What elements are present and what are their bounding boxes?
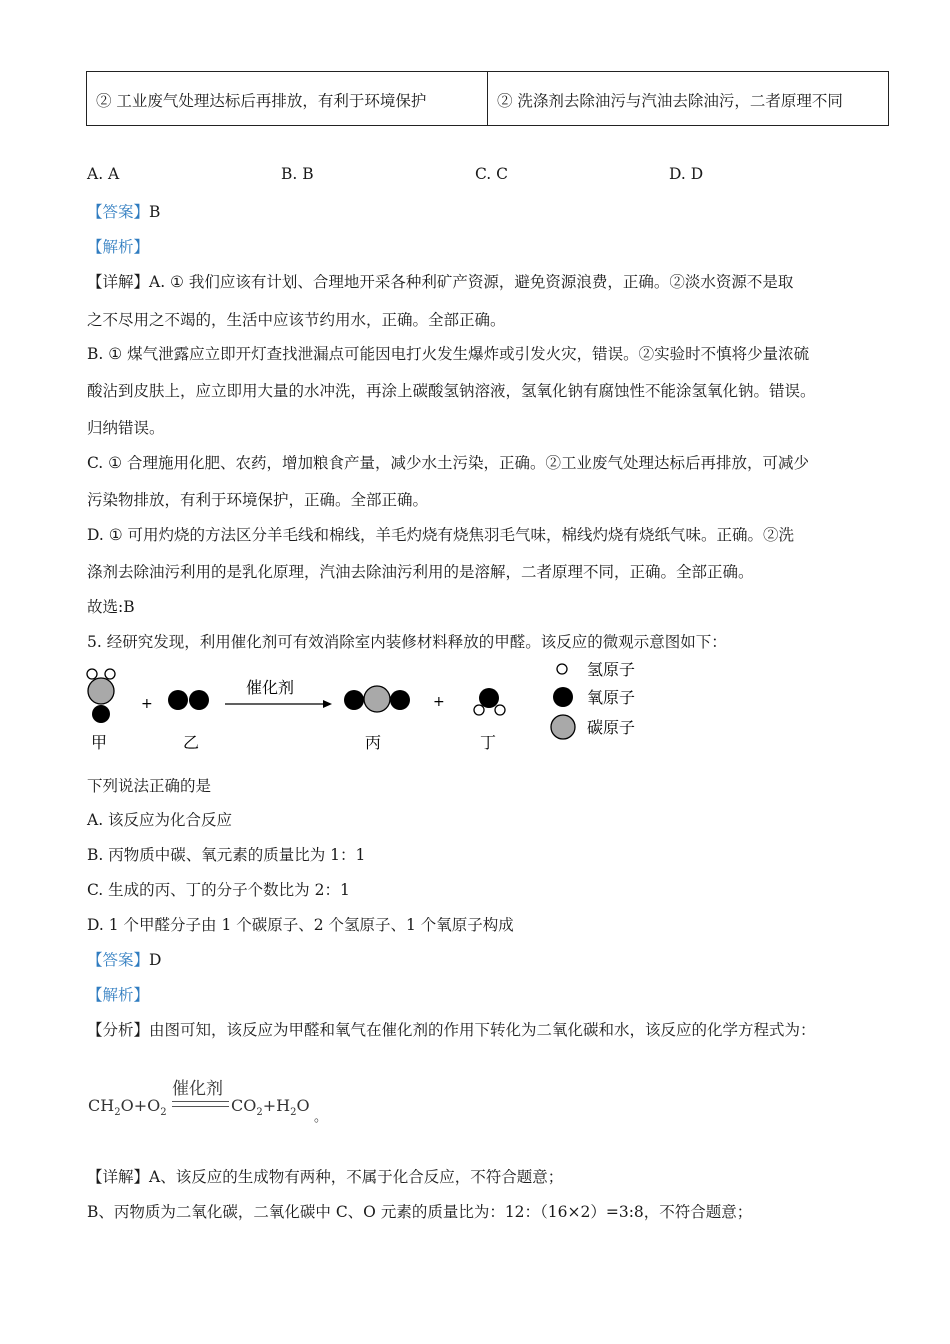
hydrogen-atom [495, 705, 505, 715]
q5-answer [87, 948, 161, 970]
hydrogen-atom [87, 669, 97, 679]
table-cell-right: ② 洗涤剂去除油污与汽油去除油污，二者原理不同 [497, 92, 843, 110]
molecule-ding [474, 688, 505, 715]
q4-line-10: 故选:B [87, 598, 135, 616]
eq-subscript: 2 [290, 1107, 297, 1118]
q5-analysis: 【分析】由图可知，该反应为甲醛和氧气在催化剂的作用下转化为二氧化碳和水，该反应的化学方程式为： [87, 1021, 816, 1039]
q4-line-4: 酸沾到皮肤上，应立即用大量的水冲洗，再涂上碳酸氢钠溶液，氢氧化钠有腐蚀性不能涂氢氧化钠。错误。 [87, 382, 816, 400]
eq-water: +H [262, 1096, 291, 1115]
molecule-bing [344, 686, 410, 712]
legend [551, 662, 635, 739]
q4-line-1: 【详解】A. ① 我们应该有计划、合理地开采各种利矿产资源，避免资源浪费，正确。②淡水资源不是取 [87, 273, 794, 291]
q4-line-2: 之不尽用之不竭的，生活中应该节约用水，正确。全部正确。 [87, 311, 506, 329]
molecule-jia [87, 669, 115, 723]
oxygen-atom [344, 690, 364, 710]
carbon-atom [88, 678, 114, 704]
q4-line-9: 涤剂去除油污利用的是乳化原理，汽油去除油污利用的是溶解，二者原理不同，正确。全部正确。 [87, 563, 754, 581]
eq-formaldehyde: CH [88, 1096, 115, 1115]
q5-option-c: C. 生成的丙、丁的分子个数比为 2：1 [87, 881, 350, 899]
q4-option-d: D. D [669, 165, 704, 183]
oxygen-atom [479, 688, 499, 708]
q4-line-7: 污染物排放，有利于环境保护，正确。全部正确。 [87, 491, 429, 509]
legend-carbon-icon [551, 715, 575, 739]
label-jia: 甲 [91, 733, 108, 752]
legend-carbon-label: 碳原子 [587, 718, 636, 737]
q5-option-b: B. 丙物质中碳、氧元素的质量比为 1：1 [87, 846, 366, 864]
q5-stem: 5. 经研究发现，利用催化剂可有效消除室内装修材料释放的甲醛。该反应的微观示意图如下： [87, 633, 727, 651]
carbon-atom [364, 686, 390, 712]
catalyst-label: 催化剂 [246, 678, 295, 697]
eq-oxygen: O+O [120, 1096, 161, 1115]
q5-detail-a: 【详解】A、该反应的生成物有两种，不属于化合反应，不符合题意； [87, 1168, 564, 1186]
q5-detail-b: B、丙物质为二氧化碳，二氧化碳中 C、O 元素的质量比为：12：（16×2）=3:8，不符合题意； [87, 1203, 753, 1221]
hydrogen-atom [105, 669, 115, 679]
legend-oxygen-label: 氧原子 [587, 688, 636, 707]
reaction-diagram [80, 662, 660, 762]
table-cell-left: ② 工业废气处理达标后再排放，有利于环境保护 [87, 72, 488, 125]
legend-hydrogen-label: 氢原子 [587, 662, 636, 679]
chemical-equation-products [231, 1096, 310, 1118]
plus-sign: + [433, 694, 445, 710]
oxygen-atom [390, 690, 410, 710]
arrow-head-icon [323, 700, 332, 708]
q5-prompt: 下列说法正确的是 [87, 777, 212, 795]
oxygen-atom [168, 690, 188, 710]
comparison-table [86, 71, 889, 126]
legend-hydrogen-icon [557, 664, 567, 674]
answer-tag: 【答案】 [87, 203, 150, 221]
eq-subscript: 2 [160, 1107, 167, 1118]
eq-equals-sign [172, 1101, 229, 1107]
answer-tag: 【答案】 [87, 951, 150, 969]
eq-subscript: 2 [256, 1107, 263, 1118]
eq-catalyst: 催化剂 [172, 1079, 223, 1099]
hydrogen-atom [474, 705, 484, 715]
legend-oxygen-icon [553, 687, 573, 707]
eq-water-o: O [296, 1096, 310, 1115]
eq-co2: CO [231, 1096, 257, 1115]
answer-value: B [149, 203, 161, 221]
q5-option-d: D. 1 个甲醛分子由 1 个碳原子、2 个氢原子、1 个氧原子构成 [87, 916, 514, 934]
chemical-equation [88, 1096, 167, 1118]
q5-option-a: A. 该反应为化合反应 [87, 811, 233, 829]
q4-line-6: C. ① 合理施用化肥、农药，增加粮食产量，减少水土污染，正确。②工业废气处理达标后再排放，可减少 [87, 454, 809, 472]
q4-analysis-tag: 【解析】 [87, 238, 150, 256]
oxygen-atom [92, 705, 110, 723]
eq-subscript: 2 [114, 1107, 121, 1118]
label-bing: 丙 [365, 733, 382, 752]
q4-line-3: B. ① 煤气泄露应立即开灯查找泄漏点可能因电打火发生爆炸或引发火灾，错误。②实验时不慎将少量浓硫 [87, 345, 810, 363]
q4-line-5: 归纳错误。 [87, 419, 165, 437]
q5-analysis-tag: 【解析】 [87, 986, 150, 1004]
q4-option-a: A. A [87, 165, 120, 183]
oxygen-atom [189, 690, 209, 710]
q4-option-c: C. C [475, 165, 509, 183]
answer-value: D [149, 951, 162, 969]
plus-sign: + [141, 696, 153, 712]
q4-line-8: D. ① 可用灼烧的方法区分羊毛线和棉线，羊毛灼烧有烧焦羽毛气味，棉线灼烧有烧纸气味。正确。②洗 [87, 526, 795, 544]
molecule-yi [168, 690, 209, 710]
q4-option-b: B. B [281, 165, 314, 183]
q4-answer [87, 200, 160, 222]
label-ding: 丁 [480, 733, 497, 752]
label-yi: 乙 [183, 733, 200, 752]
eq-period: 。 [314, 1110, 328, 1125]
